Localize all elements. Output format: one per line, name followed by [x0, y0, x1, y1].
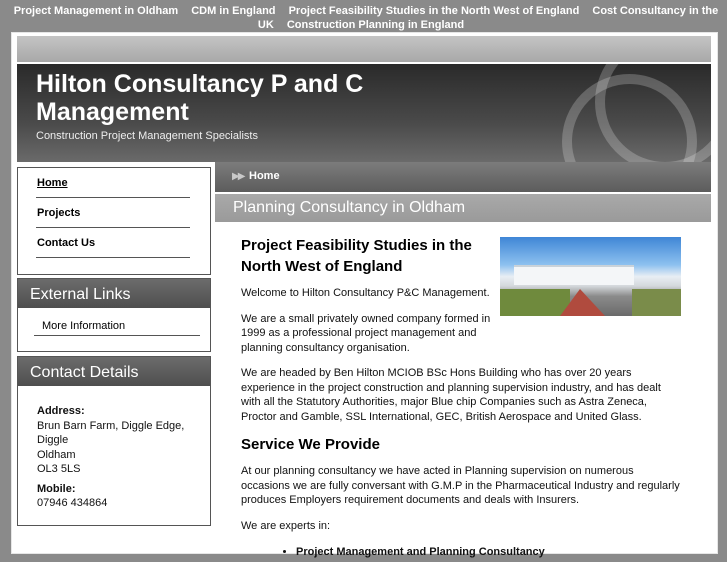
site-title: Hilton Consultancy P and C Management	[36, 70, 364, 126]
menu-item-home[interactable]	[36, 168, 190, 198]
heading-services: Service We Provide	[241, 436, 380, 453]
double-arrow-icon: ▶▶	[232, 171, 244, 182]
topnav-link-cost-consultancy[interactable]: Cost Consultancy in the UK	[257, 5, 719, 31]
external-links-heading: External Links	[18, 279, 210, 308]
external-link-more-information[interactable]: More Information	[34, 319, 200, 336]
topnav-link-cdm[interactable]: CDM in England	[191, 5, 276, 17]
address-line: OL3 5LS	[37, 463, 81, 475]
menu-item-label: Home	[37, 177, 68, 189]
top-bar	[17, 36, 711, 62]
main-content	[215, 162, 711, 562]
topnav-link-construction-planning[interactable]: Construction Planning in England	[286, 19, 465, 31]
experts-paragraph: We are experts in:	[241, 519, 331, 532]
external-links-box	[17, 278, 211, 352]
about-paragraph: We are headed by Ben Hilton MCIOB BSc Hons Building who has over 20 years experience in the project construction and planning supervision industry, and has dealt with all the Statutory Authorities, major Blue chip Companies such as Astra Zeneca, Proctor and Gamble, SSL International, GEC, British Aerospace and United Glass.	[241, 367, 661, 423]
topnav-link-project-management[interactable]: Project Management in Oldham	[13, 5, 179, 17]
address-line: Oldham	[37, 448, 76, 461]
address-line: Brun Barn Farm, Diggle Edge,	[37, 419, 185, 432]
site-header	[17, 64, 711, 162]
breadcrumb	[215, 162, 711, 192]
article	[241, 235, 683, 560]
site-tagline: Construction Project Management Specialists	[36, 130, 258, 142]
address-line: Diggle	[37, 434, 69, 446]
page-frame	[11, 32, 718, 558]
menu-item-label: Contact Us	[37, 237, 96, 249]
contact-details-box	[17, 356, 211, 526]
address-label: Address:	[37, 405, 85, 417]
breadcrumb-home[interactable]: Home	[249, 170, 280, 182]
welcome-text: Welcome to Hilton Consultancy P&C Management.	[241, 287, 490, 299]
main-menu	[17, 167, 211, 275]
intro-paragraph: We are a small privately owned company formed in 1999 as a professional project management and planning consultancy organisation.	[241, 312, 491, 354]
top-navigation	[0, 0, 727, 34]
list-item: • Project Management and Planning Consultancy	[296, 545, 683, 560]
topnav-link-feasibility[interactable]: Project Feasibility Studies in the North West of England	[288, 5, 580, 17]
menu-item-contact-us[interactable]	[36, 228, 190, 258]
mobile-number: 07946 434864	[37, 497, 108, 509]
heading-feasibility: Project Feasibility Studies in the North West of England	[241, 237, 472, 275]
page-title: Planning Consultancy in Oldham	[215, 194, 711, 222]
contact-details-heading: Contact Details	[18, 357, 210, 386]
mobile-label: Mobile:	[37, 482, 76, 495]
menu-item-projects[interactable]	[36, 198, 190, 228]
menu-item-label: Projects	[37, 207, 81, 219]
services-paragraph: At our planning consultancy we have acted in Planning supervision on numerous occasions we are fully conversant with G.M.P in the Pharmaceutical Industry and regularly produces Employers requirement documents and deals with Insurers.	[241, 465, 680, 506]
